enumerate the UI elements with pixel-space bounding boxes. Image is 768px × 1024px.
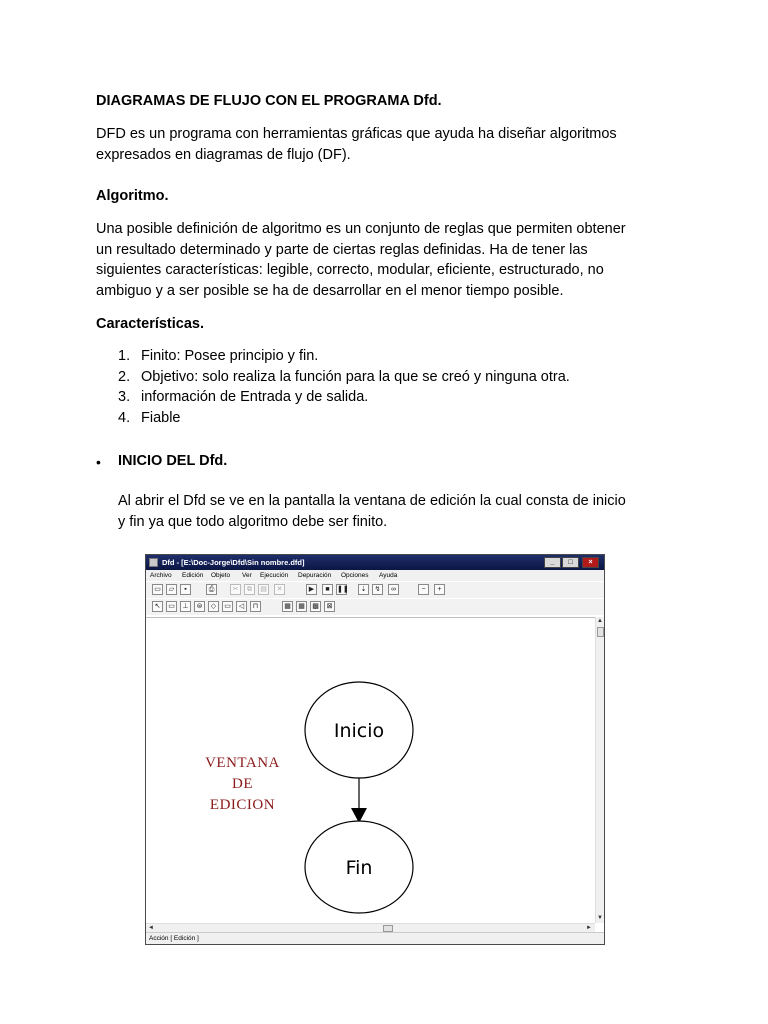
annotation-line: DE	[232, 776, 253, 792]
horizontal-scroll-thumb[interactable]	[383, 925, 393, 932]
algoritmo-line-3: siguientes características: legible, correcto, modular, eficiente, estructurado, no	[96, 262, 604, 278]
pointer-icon[interactable]: ↖	[152, 601, 163, 612]
menu-depuracion[interactable]: Depuración	[298, 572, 332, 579]
caracteristicas-list	[118, 346, 678, 428]
print-icon[interactable]: ⎙	[206, 584, 217, 595]
zoom-in-icon[interactable]: +	[434, 584, 445, 595]
list-item	[118, 346, 678, 367]
cycle-object-icon[interactable]: ⊜	[194, 601, 205, 612]
stop-icon[interactable]: ■	[322, 584, 333, 595]
dfd-window-title: Dfd - [E:\Doc-Jorge\Dfd\Sin nombre.dfd]	[162, 558, 305, 567]
scroll-down-icon[interactable]: ▼	[597, 915, 603, 921]
menu-ejecucion[interactable]: Ejecución	[260, 572, 289, 579]
open-file-icon[interactable]: ▱	[166, 584, 177, 595]
algoritmo-line-4: ambiguo y a ser posible se ha de desarrollar en el menor tiempo posible.	[96, 282, 564, 299]
document-heading: DIAGRAMAS DE FLUJO CON EL PROGRAMA Dfd.	[96, 93, 442, 109]
inicio-line-2: y fin ya que todo algoritmo debe ser finito.	[118, 513, 388, 530]
inicio-node-label: Inicio	[333, 720, 385, 742]
dfd-menubar	[146, 570, 604, 581]
scroll-up-icon[interactable]: ▲	[597, 618, 603, 624]
read-object-icon[interactable]: ⊥	[180, 601, 191, 612]
remove-object-icon[interactable]: ⊠	[324, 601, 335, 612]
assign-object-icon[interactable]: ▭	[166, 601, 177, 612]
list-item-number: 1.	[118, 348, 131, 364]
menu-ayuda[interactable]: Ayuda	[379, 572, 398, 579]
edit-canvas[interactable]	[146, 617, 595, 924]
list-item	[118, 408, 678, 429]
list-item-number: 2.	[118, 368, 131, 385]
bullet-icon: •	[96, 454, 101, 470]
dfd-titlebar	[146, 555, 604, 570]
dfd-window	[145, 554, 605, 945]
scroll-left-icon[interactable]: ◄	[148, 925, 154, 931]
main-toolbar	[146, 582, 604, 598]
intro-paragraph-line-1: DFD es un programa con herramientas gráficas que ayuda ha diseñar algoritmos	[96, 126, 617, 142]
minimize-button[interactable]: _	[544, 557, 561, 568]
menu-ver[interactable]: Ver	[242, 572, 252, 579]
loop-object-icon[interactable]: ⊓	[250, 601, 261, 612]
status-text: Acción [ Edición ]	[149, 935, 199, 942]
list-item-text: información de Entrada y de salida.	[141, 389, 369, 405]
menu-objeto[interactable]: Objeto	[211, 572, 231, 579]
scroll-right-icon[interactable]: ►	[586, 925, 592, 931]
copy-icon[interactable]: ⧉	[244, 584, 255, 595]
insert-object-icon[interactable]: ▦	[282, 601, 293, 612]
decision-object-icon[interactable]: ◇	[208, 601, 219, 612]
status-bar	[146, 932, 604, 944]
zoom-out-icon[interactable]: −	[418, 584, 429, 595]
section-heading-algoritmo: Algoritmo.	[96, 188, 169, 204]
output-object-icon[interactable]: ▭	[222, 601, 233, 612]
pause-icon[interactable]: ❚❚	[337, 586, 349, 593]
edit-window-annotation	[180, 753, 305, 816]
inicio-line-1: Al abrir el Dfd se ve en la pantalla la ventana de edición la cual consta de inicio	[118, 493, 626, 509]
section-heading-inicio: INICIO DEL Dfd.	[118, 453, 228, 469]
vertical-scroll-thumb[interactable]	[597, 627, 604, 637]
watch-icon[interactable]: ∞	[388, 584, 399, 595]
menu-opciones[interactable]: Opciones	[341, 572, 369, 579]
list-item-text: Fiable	[141, 409, 181, 426]
objects-toolbar	[146, 599, 604, 615]
list-item-text: Finito: Posee principio y fin.	[141, 348, 319, 364]
horizontal-scrollbar[interactable]	[146, 923, 595, 932]
insert-object-2-icon[interactable]: ▦	[296, 601, 307, 612]
close-button[interactable]: ×	[582, 557, 599, 568]
intro-paragraph-line-2: expresados en diagramas de flujo (DF).	[96, 146, 351, 163]
delete-icon[interactable]: ✕	[274, 584, 285, 595]
run-icon[interactable]: ▶	[306, 584, 317, 595]
new-file-icon[interactable]: ▭	[152, 584, 163, 595]
step-icon[interactable]: ⇣	[358, 584, 369, 595]
menu-edicion[interactable]: Edición	[182, 572, 204, 579]
vertical-scrollbar[interactable]	[595, 617, 604, 923]
algoritmo-line-1: Una posible definición de algoritmo es un conjunto de reglas que permiten obtener	[96, 221, 626, 237]
annotation-line: EDICION	[209, 797, 276, 813]
list-item	[118, 387, 678, 408]
dfd-app-icon	[149, 558, 158, 567]
subprogram-object-icon[interactable]: ◁	[236, 601, 247, 612]
edit-object-icon[interactable]: ▩	[310, 601, 321, 612]
save-file-icon[interactable]: ▪	[180, 584, 191, 595]
list-item	[118, 367, 678, 388]
list-item-number: 3.	[118, 389, 131, 405]
menu-archivo[interactable]: Archivo	[150, 572, 172, 579]
debug-icon[interactable]: ↯	[372, 584, 383, 595]
algoritmo-line-2: un resultado determinado y parte de ciertas reglas definidas. Ha de tener las	[96, 241, 588, 258]
fin-node-label: Fin	[345, 857, 373, 879]
annotation-line: VENTANA	[205, 755, 280, 771]
list-item-number: 4.	[118, 409, 131, 426]
cut-icon[interactable]: ✂	[230, 584, 241, 595]
maximize-button[interactable]: □	[562, 557, 579, 568]
paste-icon[interactable]: ▤	[258, 584, 269, 595]
section-heading-caracteristicas: Características.	[96, 316, 205, 332]
list-item-text: Objetivo: solo realiza la función para la que se creó y ninguna otra.	[141, 368, 570, 385]
